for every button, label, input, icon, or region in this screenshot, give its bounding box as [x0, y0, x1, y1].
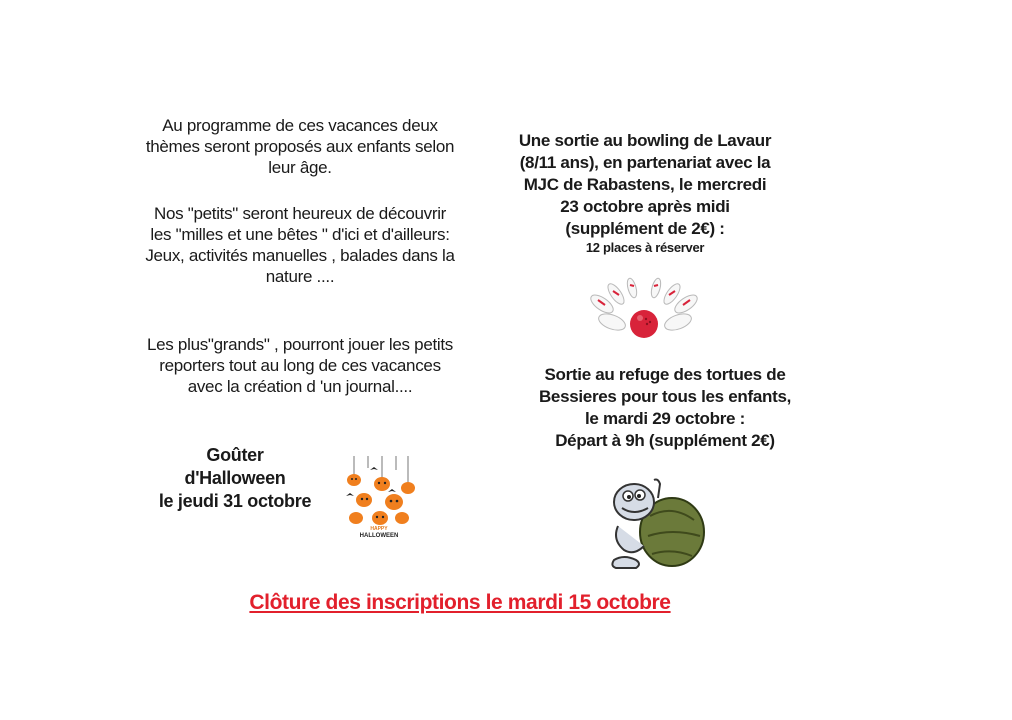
grands-line: avec la création d 'un journal.... — [187, 377, 413, 396]
petits-line: nature .... — [265, 267, 335, 286]
petits-paragraph — [120, 203, 480, 287]
intro-paragraph — [120, 115, 480, 178]
intro-line: leur âge. — [268, 158, 332, 177]
tortues-line: le mardi 29 octobre : — [585, 409, 745, 428]
happy-label: HAPPY — [370, 526, 388, 532]
gouter-line: Goûter — [206, 445, 264, 465]
bowling-ball — [630, 310, 658, 338]
tortues-line: Départ à 9h (supplément 2€) — [555, 431, 775, 450]
petits-line: les "milles et une bêtes " d'ici et d'ailleurs: — [150, 225, 450, 244]
halloween-label: HALLOWEEN — [359, 533, 399, 539]
grands-paragraph — [120, 334, 480, 397]
intro-line: Au programme de ces vacances deux — [162, 116, 438, 135]
grands-line: reporters tout au long de ces vacances — [159, 356, 441, 375]
grands-line: Les plus"grands" , pourront jouer les petits — [147, 335, 453, 354]
bowling-line: (8/11 ans), en partenariat avec la — [519, 153, 771, 172]
petits-line: Jeux, activités manuelles , balades dans la — [145, 246, 455, 265]
gouter-line: d'Halloween — [184, 468, 286, 488]
bowling-line: Une sortie au bowling de Lavaur — [518, 131, 772, 150]
turtle-cartoon-illustration — [604, 476, 708, 572]
turtle-head — [614, 484, 654, 520]
petits-line: Nos "petits" seront heureux de découvrir — [153, 204, 447, 223]
tortues-line: Bessieres pour tous les enfants, — [538, 387, 792, 406]
intro-line: thèmes seront proposés aux enfants selon — [145, 137, 455, 156]
bowling-line: (supplément de 2€) : — [565, 219, 725, 238]
gouter-line: le jeudi 31 octobre — [158, 491, 312, 511]
bowling-pins-ball-illustration — [588, 276, 700, 346]
tortues-line: Sortie au refuge des tortues de — [544, 365, 786, 384]
cloture-inscriptions-notice: Clôture des inscriptions le mardi 15 octobre — [249, 591, 671, 614]
bowling-line: MJC de Rabastens, le mercredi — [523, 175, 767, 194]
bowling-places-note: 12 places à réserver — [585, 240, 705, 255]
halloween-pumpkins-illustration — [342, 456, 416, 552]
bowling-outing-paragraph — [480, 130, 810, 256]
gouter-halloween-heading — [140, 444, 330, 513]
bowling-line: 23 octobre après midi — [560, 197, 730, 216]
tortues-outing-paragraph — [500, 364, 830, 452]
